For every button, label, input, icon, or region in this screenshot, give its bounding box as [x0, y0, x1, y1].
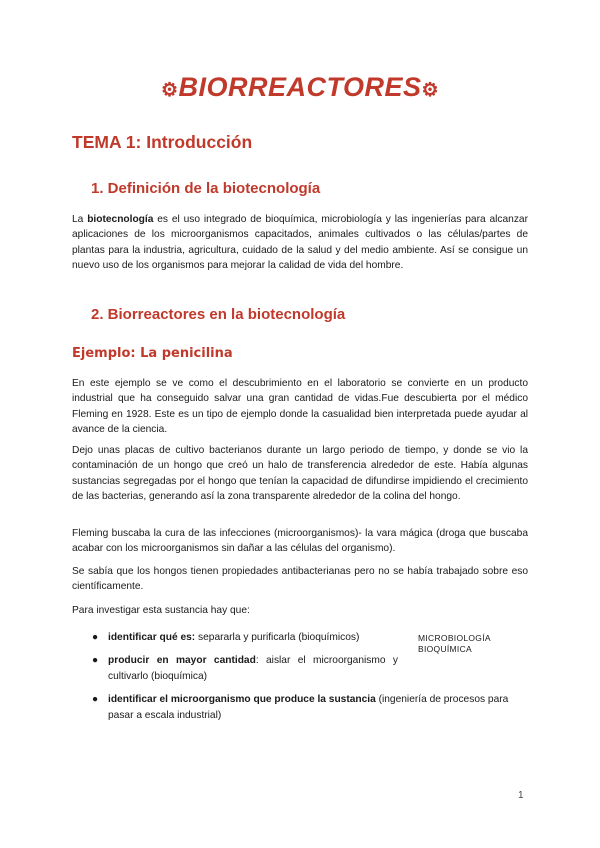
section2-heading: 2. Biorreactores en la biotecnología — [91, 306, 346, 323]
bullet-bold: identificar el microorganismo que produce la sustancia — [108, 694, 376, 706]
section1-paragraph — [72, 212, 528, 274]
paragraph-5: Para investigar esta sustancia hay que: — [72, 605, 250, 616]
paragraph-3: Fleming buscaba la cura de las infecciones (microorganismos)- la vara mágica (droga que buscaba acabar con los microorganismos sin dañar a las células del organismo). — [72, 528, 528, 555]
side-note — [418, 633, 491, 654]
bullet-icon: ● — [92, 655, 99, 667]
paragraph-1: En este ejemplo se ve como el descubrimiento en el laboratorio se convierte en un producto industrial que ha conseguido salvar una gran cantidad de vidas.Fue descubierta por el médico Fleming en 1928. Este es un tipo de ejemplo donde la casualidad bien interpretada puede ayudar al avance de la ciencia. — [72, 378, 528, 436]
document-title-text: BIORREACTORES — [178, 72, 422, 102]
bullet-text: : aislar el microorganismo y cultivarlo (bioquímica) — [108, 655, 398, 682]
section1-heading: 1. Definición de la biotecnología — [91, 180, 321, 197]
example-heading: Ejemplo: La penicilina — [72, 346, 233, 361]
bold-term: biotecnología — [87, 214, 154, 225]
document-title — [0, 72, 600, 103]
list-item — [92, 692, 528, 723]
tema-heading: TEMA 1: Introducción — [72, 132, 253, 152]
bullet-bold: identificar qué es: — [108, 632, 196, 643]
gear-icon: ⚙ — [421, 80, 440, 101]
gear-icon: ⚙ — [160, 80, 179, 101]
bullet-text: separarla y purificarla (bioquímicos) — [195, 632, 360, 643]
side-note-line: MICROBIOLOGÍA — [418, 633, 491, 643]
paragraph-4: Se sabía que los hongos tienen propiedades antibacterianas pero no se había trabajado sobre eso científicamente. — [72, 566, 528, 593]
page-number: 1 — [518, 790, 524, 801]
bullet-icon: ● — [92, 632, 99, 643]
bullet-icon: ● — [92, 694, 99, 706]
bullet-text: (ingeniería de procesos para pasar a escala industrial) — [108, 694, 509, 721]
paragraph-text: La — [72, 214, 88, 225]
paragraph-text: es el uso integrado de bioquímica, microbiología y las ingenierías para alcanzar aplicaciones de los microorganismos capacitados, animales cultivados o las células/partes de plantas para la industria, agricultura, cuidado de la salud y del medio ambiente. Así se consigue un nuevo uso de los organismos para mejorar la calidad de vida del hombre. — [72, 214, 528, 272]
list-item — [92, 630, 418, 645]
list-item — [92, 653, 398, 684]
bullet-bold: producir en mayor cantidad — [108, 655, 256, 667]
paragraph-2: Dejo unas placas de cultivo bacterianos durante un largo periodo de tiempo, y donde se vio la contaminación de un hongo que creó un halo de transferencia alrededor de este. Había algunas sustancias segregadas por el hongo que tenían la capacidad de difundirse impidiendo el crecimiento de las bacterias, generando así la zona transparente alrededor de la colina del hongo. — [72, 445, 528, 503]
side-note-line: BIOQUÍMICA — [418, 643, 473, 654]
